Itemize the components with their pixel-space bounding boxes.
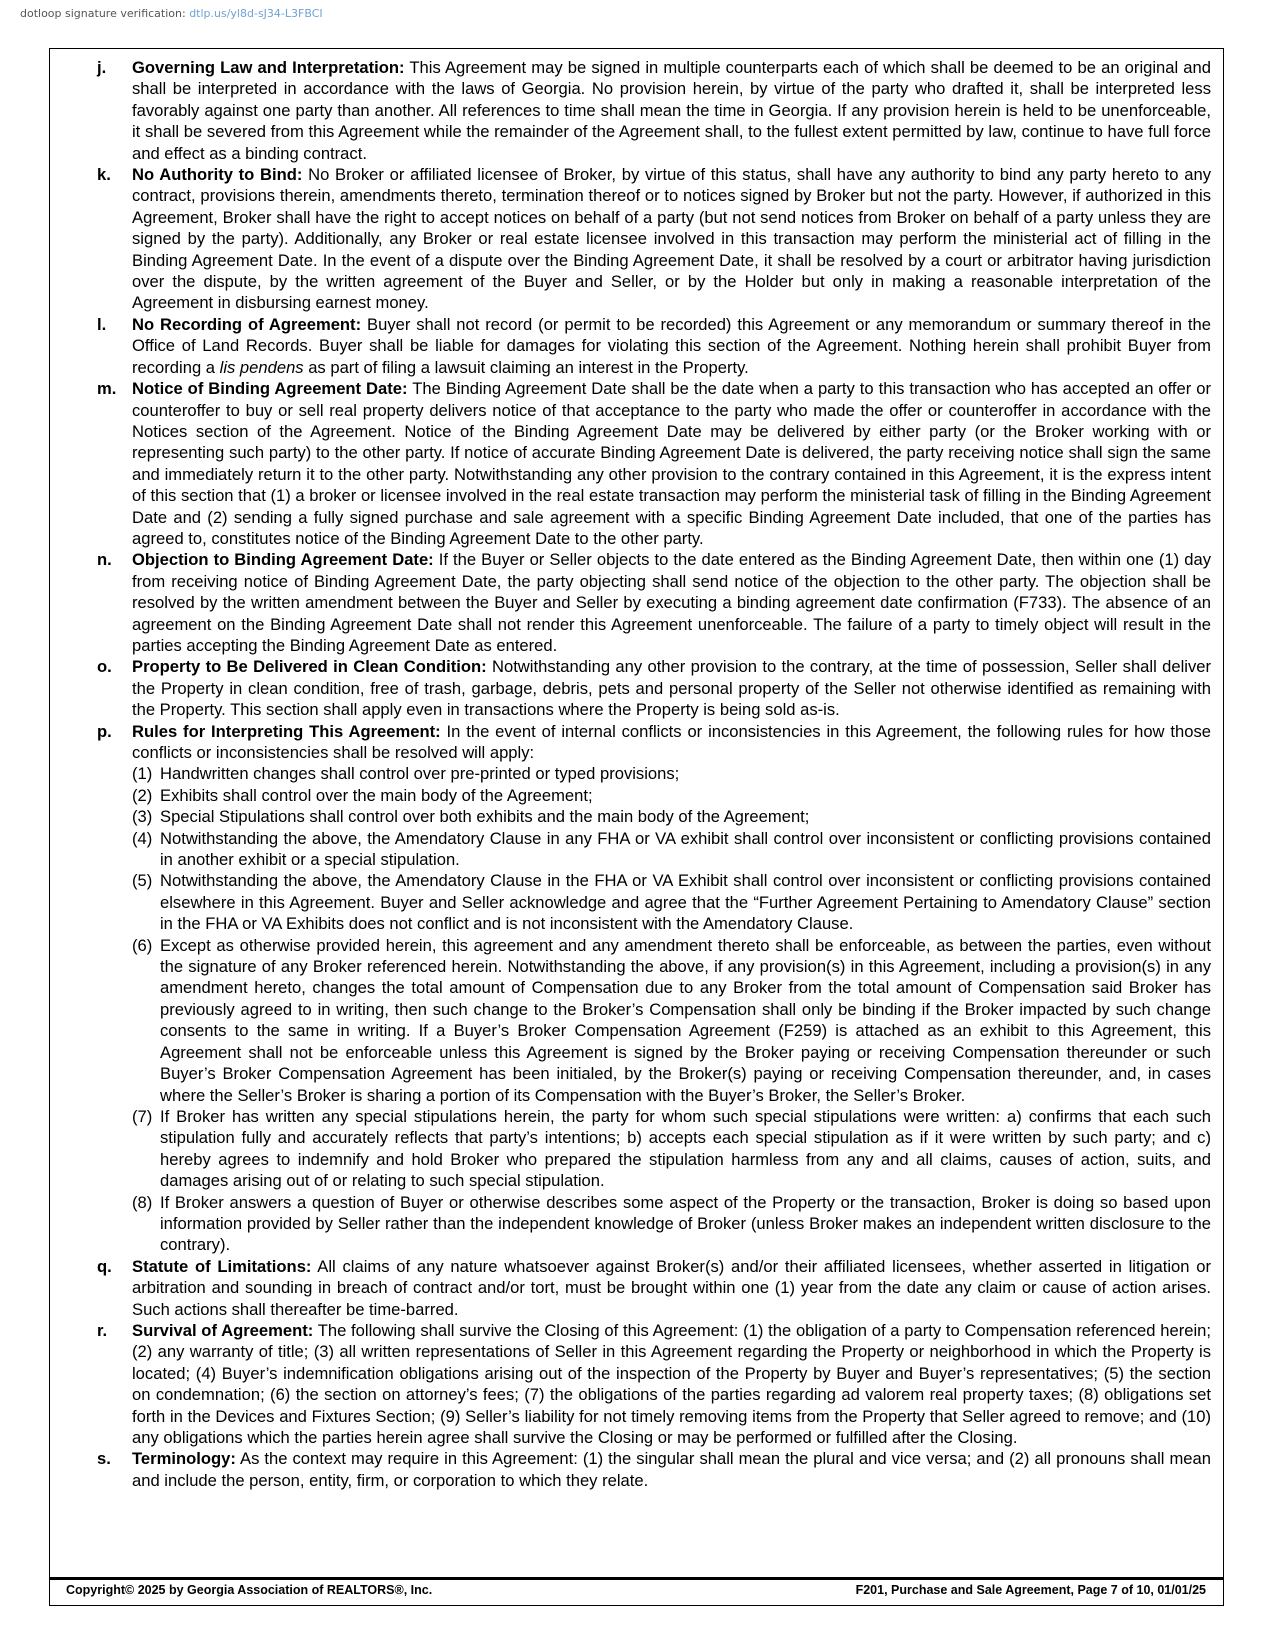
section-letter: n. (97, 550, 112, 570)
rule-text: Exhibits shall control over the main body of the Agreement; (160, 785, 593, 805)
section-text: In the event of internal conflicts or inconsistencies in this Agreement, the following rules for how those conflicts or inconsistencies shall be resolved will apply: (132, 721, 1211, 762)
section-letter: l. (97, 314, 107, 334)
section-p-intro (97, 721, 1211, 764)
section-letter: s. (97, 1449, 111, 1469)
rule-text: If Broker has written any special stipulations herein, the party for whom such special stipulations were written: a) confirms that each such stipulation fully and accurately reflects that party’s intentions; b) accepts each special stipulation as if it were written by such party; and c) hereby agrees to indemnify and hold Broker who prepared the stipulation harmless from any and all claims, causes of action, suits, and damages arising out of or relating to such special stipulation. (160, 1106, 1211, 1191)
verification-link[interactable]: dtlp.us/yl8d-sJ34-L3FBCI (189, 7, 323, 20)
rule-text: Special Stipulations shall control over both exhibits and the main body of the Agreement; (160, 807, 810, 827)
section-title: Rules for Interpreting This Agreement: (132, 721, 441, 741)
copyright-notice: Copyright© 2025 by Georgia Association of REALTORS®, Inc. (66, 1583, 433, 1597)
section-letter: o. (97, 657, 112, 677)
section-letter: p. (97, 721, 112, 741)
section-o (97, 656, 1211, 720)
section-text: No Broker or affiliated licensee of Broker, by virtue of this status, shall have any authority to bind any party hereto to any contract, provisions therein, amendments thereto, termination thereof or to notices signed by Broker but not the party. However, if authorized in this Agreement, Broker shall have the right to accept notices on behalf of a party (but not send notices from Broker on behalf of a party unless they are signed by the party). Additionally, any Broker or real estate licensee involved in this transaction may perform the ministerial act of filling in the Binding Agreement Date. In the event of a dispute over the Binding Agreement Date, it shall be resolved by a court or arbitrator having jurisdiction over the dispute, by the written agreement of the Buyer and Seller, or by the Holder but only in making a reasonable interpretation of the Agreement in disbursing earnest money. (132, 165, 1211, 313)
section-text: as part of filing a lawsuit claiming an interest in the Property. (303, 357, 749, 377)
rule-number: (2) (132, 785, 153, 805)
section-letter: k. (97, 165, 111, 185)
section-letter: m. (97, 379, 117, 399)
rule-text: Notwithstanding the above, the Amendatory Clause in any FHA or VA exhibit shall control over inconsistent or conflicting provisions contained in another exhibit or a special stipulation. (160, 828, 1211, 870)
section-text: As the context may require in this Agreement: (1) the singular shall mean the plural and vice versa; and (2) all pronouns shall mean and include the person, entity, firm, or corporation to which they relate. (132, 1449, 1211, 1490)
rule-text: Handwritten changes shall control over pre-printed or typed provisions; (160, 764, 680, 784)
section-text: Buyer shall not record (or permit to be recorded) this Agreement or any memorandum or summary thereof in the Office of Land Records. Buyer shall be liable for damages for violating this section of the Agreement. Nothing herein shall prohibit Buyer from recording a (132, 314, 1211, 377)
rule-number: (8) (132, 1192, 153, 1212)
section-n (97, 549, 1211, 656)
section-title: Statute of Limitations: (132, 1256, 312, 1276)
rule-item (132, 785, 1211, 806)
section-title: Notice of Binding Agreement Date: (132, 379, 408, 399)
rule-number: (7) (132, 1106, 153, 1126)
section-title: Survival of Agreement: (132, 1320, 314, 1340)
section-letter: r. (97, 1320, 108, 1340)
section-text-italic: lis pendens (219, 357, 304, 377)
page-footer (66, 1583, 1206, 1597)
document-body (97, 57, 1211, 1491)
section-title: Objection to Binding Agreement Date: (132, 550, 434, 570)
rule-number: (6) (132, 935, 153, 955)
rule-item (132, 1106, 1211, 1192)
rule-number: (4) (132, 828, 153, 848)
rule-number: (1) (132, 764, 153, 784)
rule-item (132, 935, 1211, 1106)
section-k (97, 164, 1211, 314)
rule-item (132, 1192, 1211, 1256)
section-l (97, 314, 1211, 378)
section-letter: q. (97, 1256, 112, 1276)
section-r (97, 1320, 1211, 1448)
section-text: All claims of any nature whatsoever against Broker(s) and/or their affiliated licensees, whether asserted in litigation or arbitration and sounding in breach of contract and/or tort, must be brought within one (1) year from the date any claim or cause of action arises. Such actions shall thereafter be time-barred. (132, 1256, 1211, 1319)
rule-number: (3) (132, 807, 153, 827)
rule-item (132, 828, 1211, 871)
section-title: Terminology: (132, 1449, 236, 1469)
section-m (97, 378, 1211, 549)
section-letter: j. (97, 58, 107, 77)
rule-item (132, 870, 1211, 934)
verification-label: dotloop signature verification: (20, 7, 186, 20)
section-text: This Agreement may be signed in multiple counterparts each of which shall be deemed to be an original and shall be interpreted in accordance with the laws of Georgia. No provision herein, by virtue of the party who drafted it, shall be interpreted less favorably against one party than another. All references to time shall mean the time in Georgia. If any provision herein is held to be unenforceable, it shall be severed from this Agreement while the remainder of the Agreement shall, to the fullest extent permitted by law, continue to have full force and effect as a binding contract. (132, 58, 1211, 163)
rule-text: Notwithstanding the above, the Amendatory Clause in the FHA or VA Exhibit shall control over inconsistent or conflicting provisions contained elsewhere in this Agreement. Buyer and Seller acknowledge and agree that the “Further Agreement Pertaining to Amendatory Clause” section in the FHA or VA Exhibits does not conflict and is not inconsistent with the Amendatory Clause. (160, 871, 1211, 934)
section-text: The Binding Agreement Date shall be the date when a party to this transaction who has accepted an offer or counteroffer to buy or sell real property delivers notice of that acceptance to the party who made the offer or counteroffer in accordance with the Notices section of the Agreement. Notice of the Binding Agreement Date may be delivered by either party (or the Broker working with or representing such party) to the other party. If notice of accurate Binding Agreement Date is delivered, the party receiving notice shall sign the same and immediately return it to the other party. Notwithstanding any other provision to the contrary contained in this Agreement, it is the express intent of this section that (1) a broker or licensee involved in the real estate transaction may perform the ministerial task of filling in the Binding Agreement Date and (2) sending a fully signed purchase and sale agreement with a specific Binding Agreement Date included, that one of the parties has agreed to, constitutes notice of the Binding Agreement Date to the other party. (132, 379, 1212, 548)
section-q (97, 1256, 1211, 1320)
section-title: Property to Be Delivered in Clean Condition: (132, 657, 487, 677)
section-title: No Authority to Bind: (132, 165, 303, 185)
rule-item (132, 763, 1211, 784)
rule-text: Except as otherwise provided herein, this agreement and any amendment thereto shall be enforceable, as between the parties, even without the signature of any Broker referenced herein. Notwithstanding the above, if any provision(s) in this Agreement, including a provision(s) in any amendment hereto, changes the total amount of Compensation due to any Broker from the total amount of Compensation said Broker has previously agreed to in writing, then such change to the Broker’s Compensation shall only be binding if the Broker impacted by such change consents to the same in writing. If a Buyer’s Broker Compensation Agreement (F259) is attached as an exhibit to this Agreement, this Agreement shall not be enforceable unless this Agreement is signed by the Broker paying or receiving Compensation thereunder or such Buyer’s Broker Compensation Agreement has been initialed, by the Broker(s) paying or receiving Compensation thereunder, and, in cases where the Seller’s Broker is sharing a portion of its Compensation with the Buyer’s Broker, the Seller’s Broker. (160, 935, 1211, 1105)
rule-text: If Broker answers a question of Buyer or otherwise describes some aspect of the Property or the transaction, Broker is doing so based upon information provided by Seller rather than the independent knowledge of Broker (unless Broker makes an independent written disclosure to the contrary). (160, 1192, 1211, 1255)
section-text: The following shall survive the Closing of this Agreement: (1) the obligation of a party to Compensation referenced herein; (2) any warranty of title; (3) all written representations of Seller in this Agreement regarding the Property or neighborhood in which the Property is located; (4) Buyer’s indemnification obligations arising out of the inspection of the Property by Buyer and Buyer’s representatives; (5) the section on condemnation; (6) the section on attorney’s fees; (7) the obligations of the parties regarding ad valorem real property taxes; (8) obligations set forth in the Devices and Fixtures Section; (9) Seller’s liability for not timely removing items from the Property that Seller agreed to remove; and (10) any obligations which the parties herein agree shall survive the Closing or may be performed or fulfilled after the Closing. (132, 1320, 1211, 1447)
form-page-info: F201, Purchase and Sale Agreement, Page 7 of 10, 01/01/25 (855, 1583, 1206, 1597)
section-s (97, 1448, 1211, 1491)
section-title: No Recording of Agreement: (132, 314, 362, 334)
section-p (97, 721, 1211, 1256)
section-title: Governing Law and Interpretation: (132, 58, 405, 77)
footer-divider (49, 1577, 1224, 1580)
section-text: If the Buyer or Seller objects to the date entered as the Binding Agreement Date, then within one (1) day from receiving notice of Binding Agreement Date, the party objecting shall send notice of the objection to the other party. The objection shall be resolved by the written amendment between the Buyer and Seller by executing a binding agreement date confirmation (F733). The absence of an agreement on the Binding Agreement Date shall not render this Agreement unenforceable. The failure of a party to timely object will result in the parties accepting the Binding Agreement Date as entered. (132, 550, 1211, 655)
section-j (97, 57, 1211, 164)
rule-item (132, 806, 1211, 827)
rule-number: (5) (132, 871, 153, 891)
signature-verification (20, 7, 323, 20)
section-text: Notwithstanding any other provision to the contrary, at the time of possession, Seller shall deliver the Property in clean condition, free of trash, garbage, debris, pets and personal property of the Seller not otherwise identified as remaining with the Property. This section shall apply even in transactions where the Property is being sold as-is. (132, 657, 1211, 720)
